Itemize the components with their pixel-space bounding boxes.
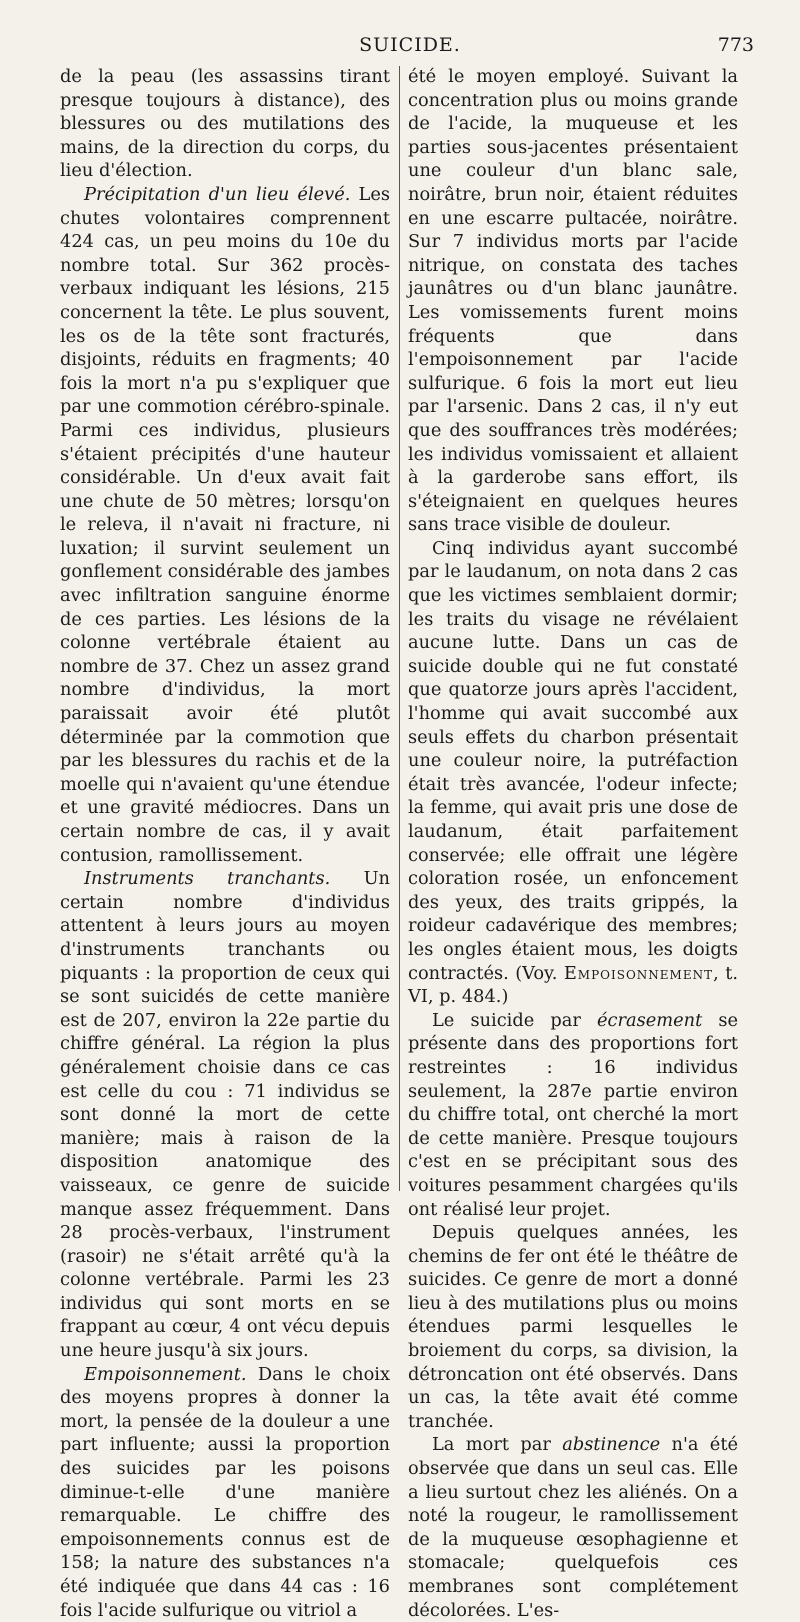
paragraph-text: La mort par	[432, 1434, 563, 1456]
section-heading: Précipitation d'un lieu élevé.	[84, 183, 351, 205]
paragraph	[408, 1009, 738, 1221]
paragraph	[408, 537, 738, 1009]
paragraph-text: Depuis quelques années, les chemins de fer ont été le théâtre de suicides. Ce genre de mort a donné lieu à des mutilations plus ou moins étendues parmi lesquelles le broiement du corps, sa division, la détroncation ont été observés. Dans un cas, la tête avait été comme tranchée.	[408, 1222, 738, 1432]
right-column	[408, 65, 738, 1622]
paragraph-text: , t. VI, p. 484.)	[408, 962, 738, 1008]
section-heading: Empoisonnement.	[84, 1363, 247, 1385]
paragraph	[60, 183, 390, 867]
paragraph-text: Dans le choix des moyens propres à donner la mort, la pensée de la douleur a une part influente; aussi la proportion des suicides par les poisons diminue-t-elle d'une manière remarquable. Le chiffre des empoisonnements connus est de 158; la nature des substances n'a été indiquée que dans 44 cas : 16 fois l'acide sulfurique ou vitriol a	[60, 1363, 390, 1621]
paragraph	[408, 1433, 738, 1622]
paragraph-text: Cinq individus ayant succombé par le laudanum, on nota dans 2 cas que les victimes semblaient dormir; les traits du visage ne révélaient aucune lutte. Dans un cas de suicide double qui ne fut constaté que quatorze jours après l'accident, l'homme qui avait succombé aux seuls effets du charbon présentait une couleur noire, la putréfaction était très avancée, l'odeur infecte; la femme, qui avait pris une dose de laudanum, était parfaitement conservée; elle offrait une légère coloration rosée, un enfoncement des yeux, des traits grippés, la roideur cadavérique des membres; les ongles étaient mous, les doigts contractés. (Voy.	[408, 537, 738, 984]
paragraph-text: se présente dans des proportions fort restreintes : 16 individus seulement, la 287e partie environ du chiffre total, ont cherché la mort de cette manière. Presque toujours c'est en se précipitant sous des voitures pesamment chargées qu'ils ont réalisé leur projet.	[408, 1009, 738, 1220]
page-header	[60, 34, 760, 58]
running-title: SUICIDE.	[359, 34, 461, 56]
paragraph	[60, 65, 390, 183]
paragraph-text: de la peau (les assassins tirant presque toujours à distance), des blessures ou des mutilations des mains, de la direction du corps, du lieu d'élection.	[60, 66, 390, 182]
paragraph	[408, 1221, 738, 1433]
paragraph-text: Les chutes volontaires comprennent 424 cas, un peu moins du 10e du nombre total. Sur 362 procès-verbaux indiquant les lésions, 215 concernent la tête. Le plus souvent, les os de la tête sont fracturés, disjoints, réduits en fragments; 40 fois la mort n'a pu s'expliquer que par une commotion cérébro-spinale. Parmi ces individus, plusieurs s'étaient précipités d'une hauteur considérable. Un d'eux avait fait une chute de 50 mètres; lorsqu'on le releva, il n'avait ni fracture, ni luxation; il survint seulement un gonflement considérable des jambes avec infiltration sanguine énorme de ces parties. Les lésions de la colonne vertébrale étaient au nombre de 37. Chez un assez grand nombre d'individus, la mort paraissait avoir été plutôt déterminée par la commotion que par les blessures du rachis et de la moelle qui n'avaient qu'une étendue et une gravité médiocres. Dans un certain nombre de cas, il y avait contusion, ramollissement.	[60, 183, 391, 866]
cross-reference: Empoisonnement	[563, 962, 714, 984]
paragraph	[60, 1363, 390, 1622]
paragraph-text: Un certain nombre d'individus attentent à leurs jours au moyen d'instruments tranchants ou piquants : la proportion de ceux qui se sont suicidés de cette manière est de 207, environ la 22e partie du chiffre général. La région la plus généralement choisie dans ce cas est celle du cou : 71 individus se sont donné la mort de cette manière; mais à raison de la disposition anatomique des vaisseaux, ce genre de suicide manque assez fréquemment. Dans 28 procès-verbaux, l'instrument (rasoir) ne s'était arrêté qu'à la colonne vertébrale. Parmi les 23 individus qui sont morts en se frappant au cœur, 4 ont vécu depuis une heure jusqu'à six jours.	[60, 868, 391, 1362]
paragraph	[60, 867, 390, 1362]
page-number: 773	[717, 34, 754, 56]
paragraph-text: n'a été observée que dans un seul cas. Elle a lieu surtout chez les aliénés. On a noté la rougeur, le ramollissement de la muqueuse œsophagienne et stomacale; quelquefois ces membranes sont complétement décolorées. L'es-	[408, 1434, 739, 1621]
left-column	[60, 65, 390, 1622]
paragraph-text: Le suicide par	[432, 1009, 597, 1031]
italic-term: écrasement	[597, 1009, 703, 1031]
section-heading: Instruments tranchants.	[84, 868, 331, 890]
italic-term: abstinence	[562, 1434, 661, 1456]
column-divider	[399, 66, 400, 1191]
paragraph	[408, 65, 738, 537]
paragraph-text: été le moyen employé. Suivant la concentration plus ou moins grande de l'acide, la muqueuse et les parties sous-jacentes présentaient une couleur d'un blanc sale, noirâtre, brun noir, étaient réduites en une escarre pultacée, noirâtre. Sur 7 individus morts par l'acide nitrique, on constata des taches jaunâtres ou d'un blanc jaunâtre. Les vomissements furent moins fréquents que dans l'empoisonnement par l'acide sulfurique. 6 fois la mort eut lieu par l'arsenic. Dans 2 cas, il n'y eut que des souffrances très modérées; les individus vomissaient et allaient à la garderobe sans effort, ils s'éteignaient en quelques heures sans trace visible de douleur.	[408, 66, 738, 536]
